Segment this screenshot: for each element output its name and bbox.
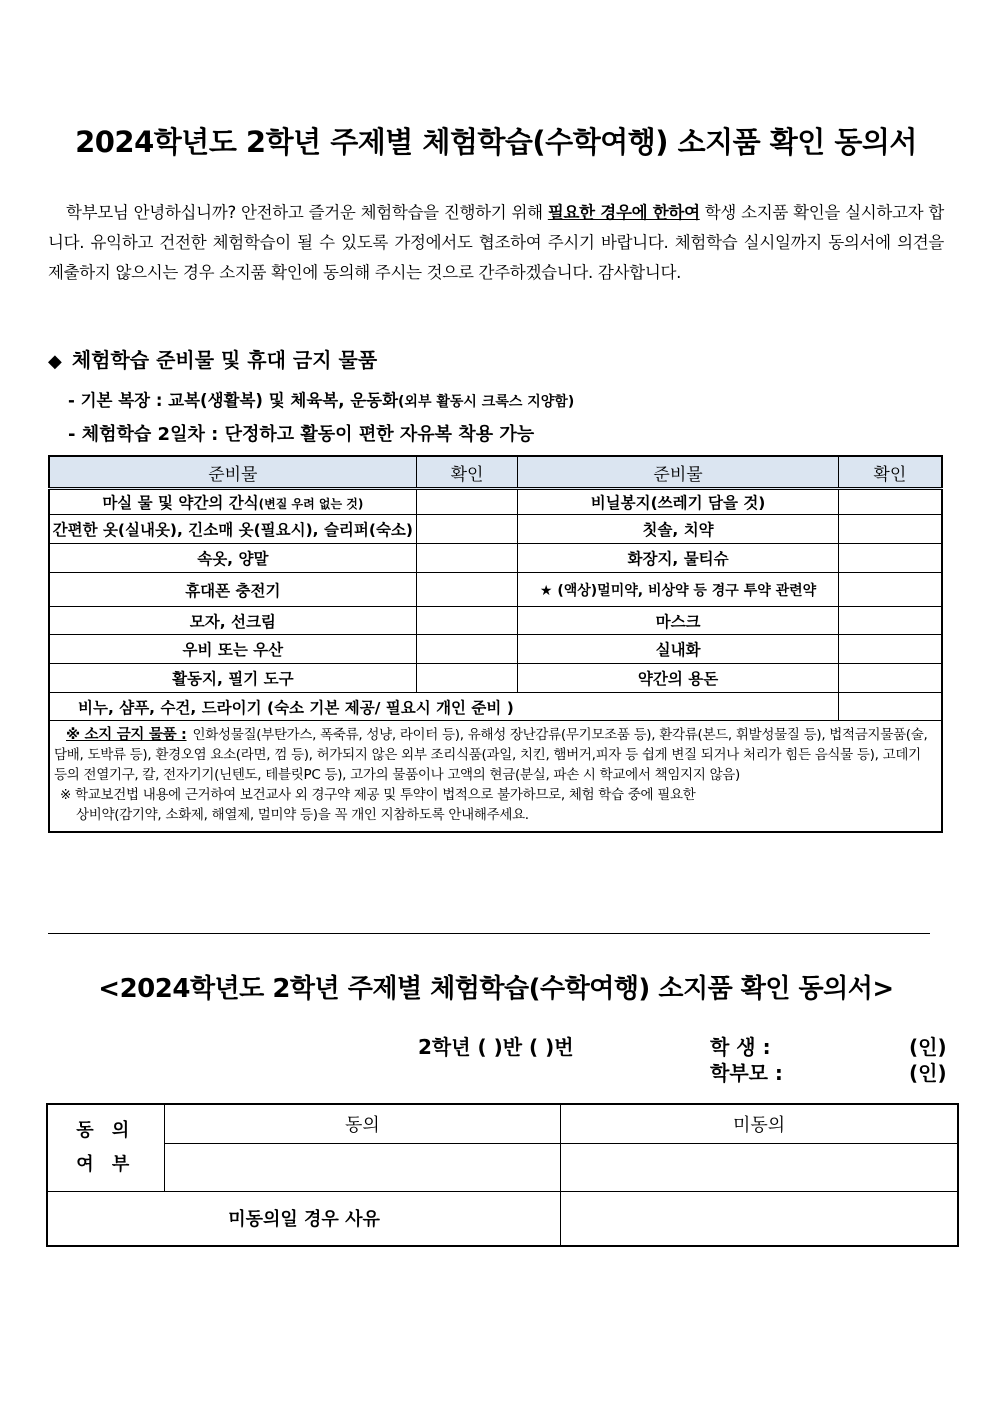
notes-row [49,721,942,833]
consent-header-row [47,1104,958,1143]
form-title: <2024학년도 2학년 주제별 체험학습(수학여행) 소지품 확인 동의서> [98,974,894,1004]
section-heading-text: 체험학습 준비물 및 휴대 금지 물품 [71,348,378,372]
intro-emphasis: 필요한 경우에 한하여 [547,203,700,222]
check-cell[interactable] [416,664,518,693]
check-cell[interactable] [416,515,518,544]
page-title: 2024학년도 2학년 주제별 체험학습(수학여행) 소지품 확인 동의서 [75,125,917,159]
table-row [49,607,942,635]
check-cell[interactable] [838,489,942,515]
item-left: 속옷, 양말 [49,544,416,573]
section-heading [48,344,377,373]
class-number-field[interactable]: 2학년 ( )반 ( )번 [418,1035,574,1059]
dress-code-basic-text: - 기본 복장 : 교복(생활복) 및 체육복, 운동화 [68,391,399,410]
check-cell[interactable] [838,515,942,544]
item-right: 비닐봉지(쓰레기 담을 것) [518,489,838,515]
check-cell[interactable] [416,635,518,664]
consent-side-line2: 여 부 [76,1153,136,1175]
intro-paragraph [48,198,944,288]
check-cell[interactable] [838,693,942,721]
item-left-text: 마실 물 및 약간의 간식 [102,494,259,512]
header-items-left: 준비물 [49,456,416,489]
prohibited-items-note [54,725,937,785]
notes-cell [49,721,942,833]
item-right: 약간의 용돈 [518,664,838,693]
dress-code-basic-note: (외부 활동시 크록스 지양함) [398,394,575,410]
dress-code-day2: - 체험학습 2일차 : 단정하고 활동이 편한 자유복 착용 가능 [68,424,535,445]
item-right: 화장지, 물티슈 [518,544,838,573]
item-left: 활동지, 필기 도구 [49,664,416,693]
wide-item: 비누, 샴푸, 수건, 드라이기 (숙소 기본 제공/ 필요시 개인 준비 ) [49,693,838,721]
item-left [49,489,416,515]
item-left-note: (변질 우려 없는 것) [258,497,364,511]
item-left: 우비 또는 우산 [49,635,416,664]
diamond-bullet-icon: ◆ [48,351,62,372]
consent-table [46,1103,959,1247]
check-cell[interactable] [416,489,518,515]
reason-label: 미동의일 경우 사유 [47,1191,561,1246]
medicine-note-line2: 상비약(감기약, 소화제, 해열제, 멀미약 등)을 꼭 개인 지참하도록 안내해주세요. [76,807,529,823]
reason-row [47,1191,958,1246]
table-row [49,515,942,544]
agree-header: 동의 [164,1104,560,1143]
item-right: 마스크 [518,607,838,635]
prohibited-title: ※ 소지 금지 물품 : [66,727,187,743]
disagree-header: 미동의 [561,1104,958,1143]
header-check-right: 확인 [838,456,942,489]
items-table [48,455,943,833]
check-cell[interactable] [416,573,518,607]
items-header-row [49,456,942,489]
table-row [49,635,942,664]
check-cell[interactable] [838,635,942,664]
cut-line-divider [48,933,930,934]
intro-text-2: 학생 소지품 확인을 실시하고자 합니다. 유익하고 건전한 체험학습이 될 수 있도록 가정에서도 협조하여 주시기 바랍니다. 체험학습 실시일까지 동의서에 의견을 제출하지 않으시는 경우 소지품 확인에 동의해 주시는 것으로 간주하겠습니다. 감사합니다. [48,203,945,282]
table-row [49,693,942,721]
table-row [49,544,942,573]
parent-seal[interactable]: (인) [909,1061,947,1085]
medicine-note-line1: ※ 학교보건법 내용에 근거하여 보건교사 외 경구약 제공 및 투약이 법적으로 불가하므로, 체험 학습 중에 필요한 [60,787,696,803]
consent-check-row [47,1143,958,1191]
reason-input-cell[interactable] [561,1191,958,1246]
disagree-check-cell[interactable] [561,1143,958,1191]
table-row [49,489,942,515]
check-cell[interactable] [416,544,518,573]
check-cell[interactable] [838,607,942,635]
table-row [49,573,942,607]
item-left: 모자, 선크림 [49,607,416,635]
item-left: 간편한 옷(실내옷), 긴소매 옷(필요시), 슬리퍼(숙소) [49,515,416,544]
check-cell[interactable] [838,573,942,607]
consent-side-line1: 동 의 [76,1119,136,1141]
student-seal[interactable]: (인) [909,1035,947,1059]
check-cell[interactable] [416,607,518,635]
student-label: 학 생 : [710,1035,771,1059]
header-check-left: 확인 [416,456,518,489]
check-cell[interactable] [838,664,942,693]
prohibited-body: 인화성물질(부탄가스, 폭죽류, 성냥, 라이터 등), 유해성 장난감류(무기모조품 등), 환각류(본드, 휘발성물질 등), 법적금지물품(술, 담배, 도박류 등), 환경오염 요소(라면, 껌 등), 허가되지 않은 외부 조리식품(과일, 치킨, 햄버거,피자 등 쉽게 변질 되거나 처리가 힘든 음식물 등), 고데기 등의 전열기구, 칼, 전자기기(닌텐도, 테블릿PC 등), 고가의 물품이나 고액의 현금(분실, 파손 시 학교에서 책임지지 않음) [54,727,928,783]
header-items-right: 준비물 [518,456,838,489]
item-right: ★ (액상)멀미약, 비상약 등 경구 투약 관련약 [518,573,838,607]
parent-label: 학부모 : [710,1061,783,1085]
check-cell[interactable] [838,544,942,573]
table-row [49,664,942,693]
dress-code-basic [68,387,574,411]
consent-side-label [47,1104,164,1191]
item-right: 칫솔, 치약 [518,515,838,544]
agree-check-cell[interactable] [164,1143,560,1191]
item-right: 실내화 [518,635,838,664]
intro-text-1: 학부모님 안녕하십니까? 안전하고 즐거운 체험학습을 진행하기 위해 [66,203,548,222]
item-left: 휴대폰 충전기 [49,573,416,607]
